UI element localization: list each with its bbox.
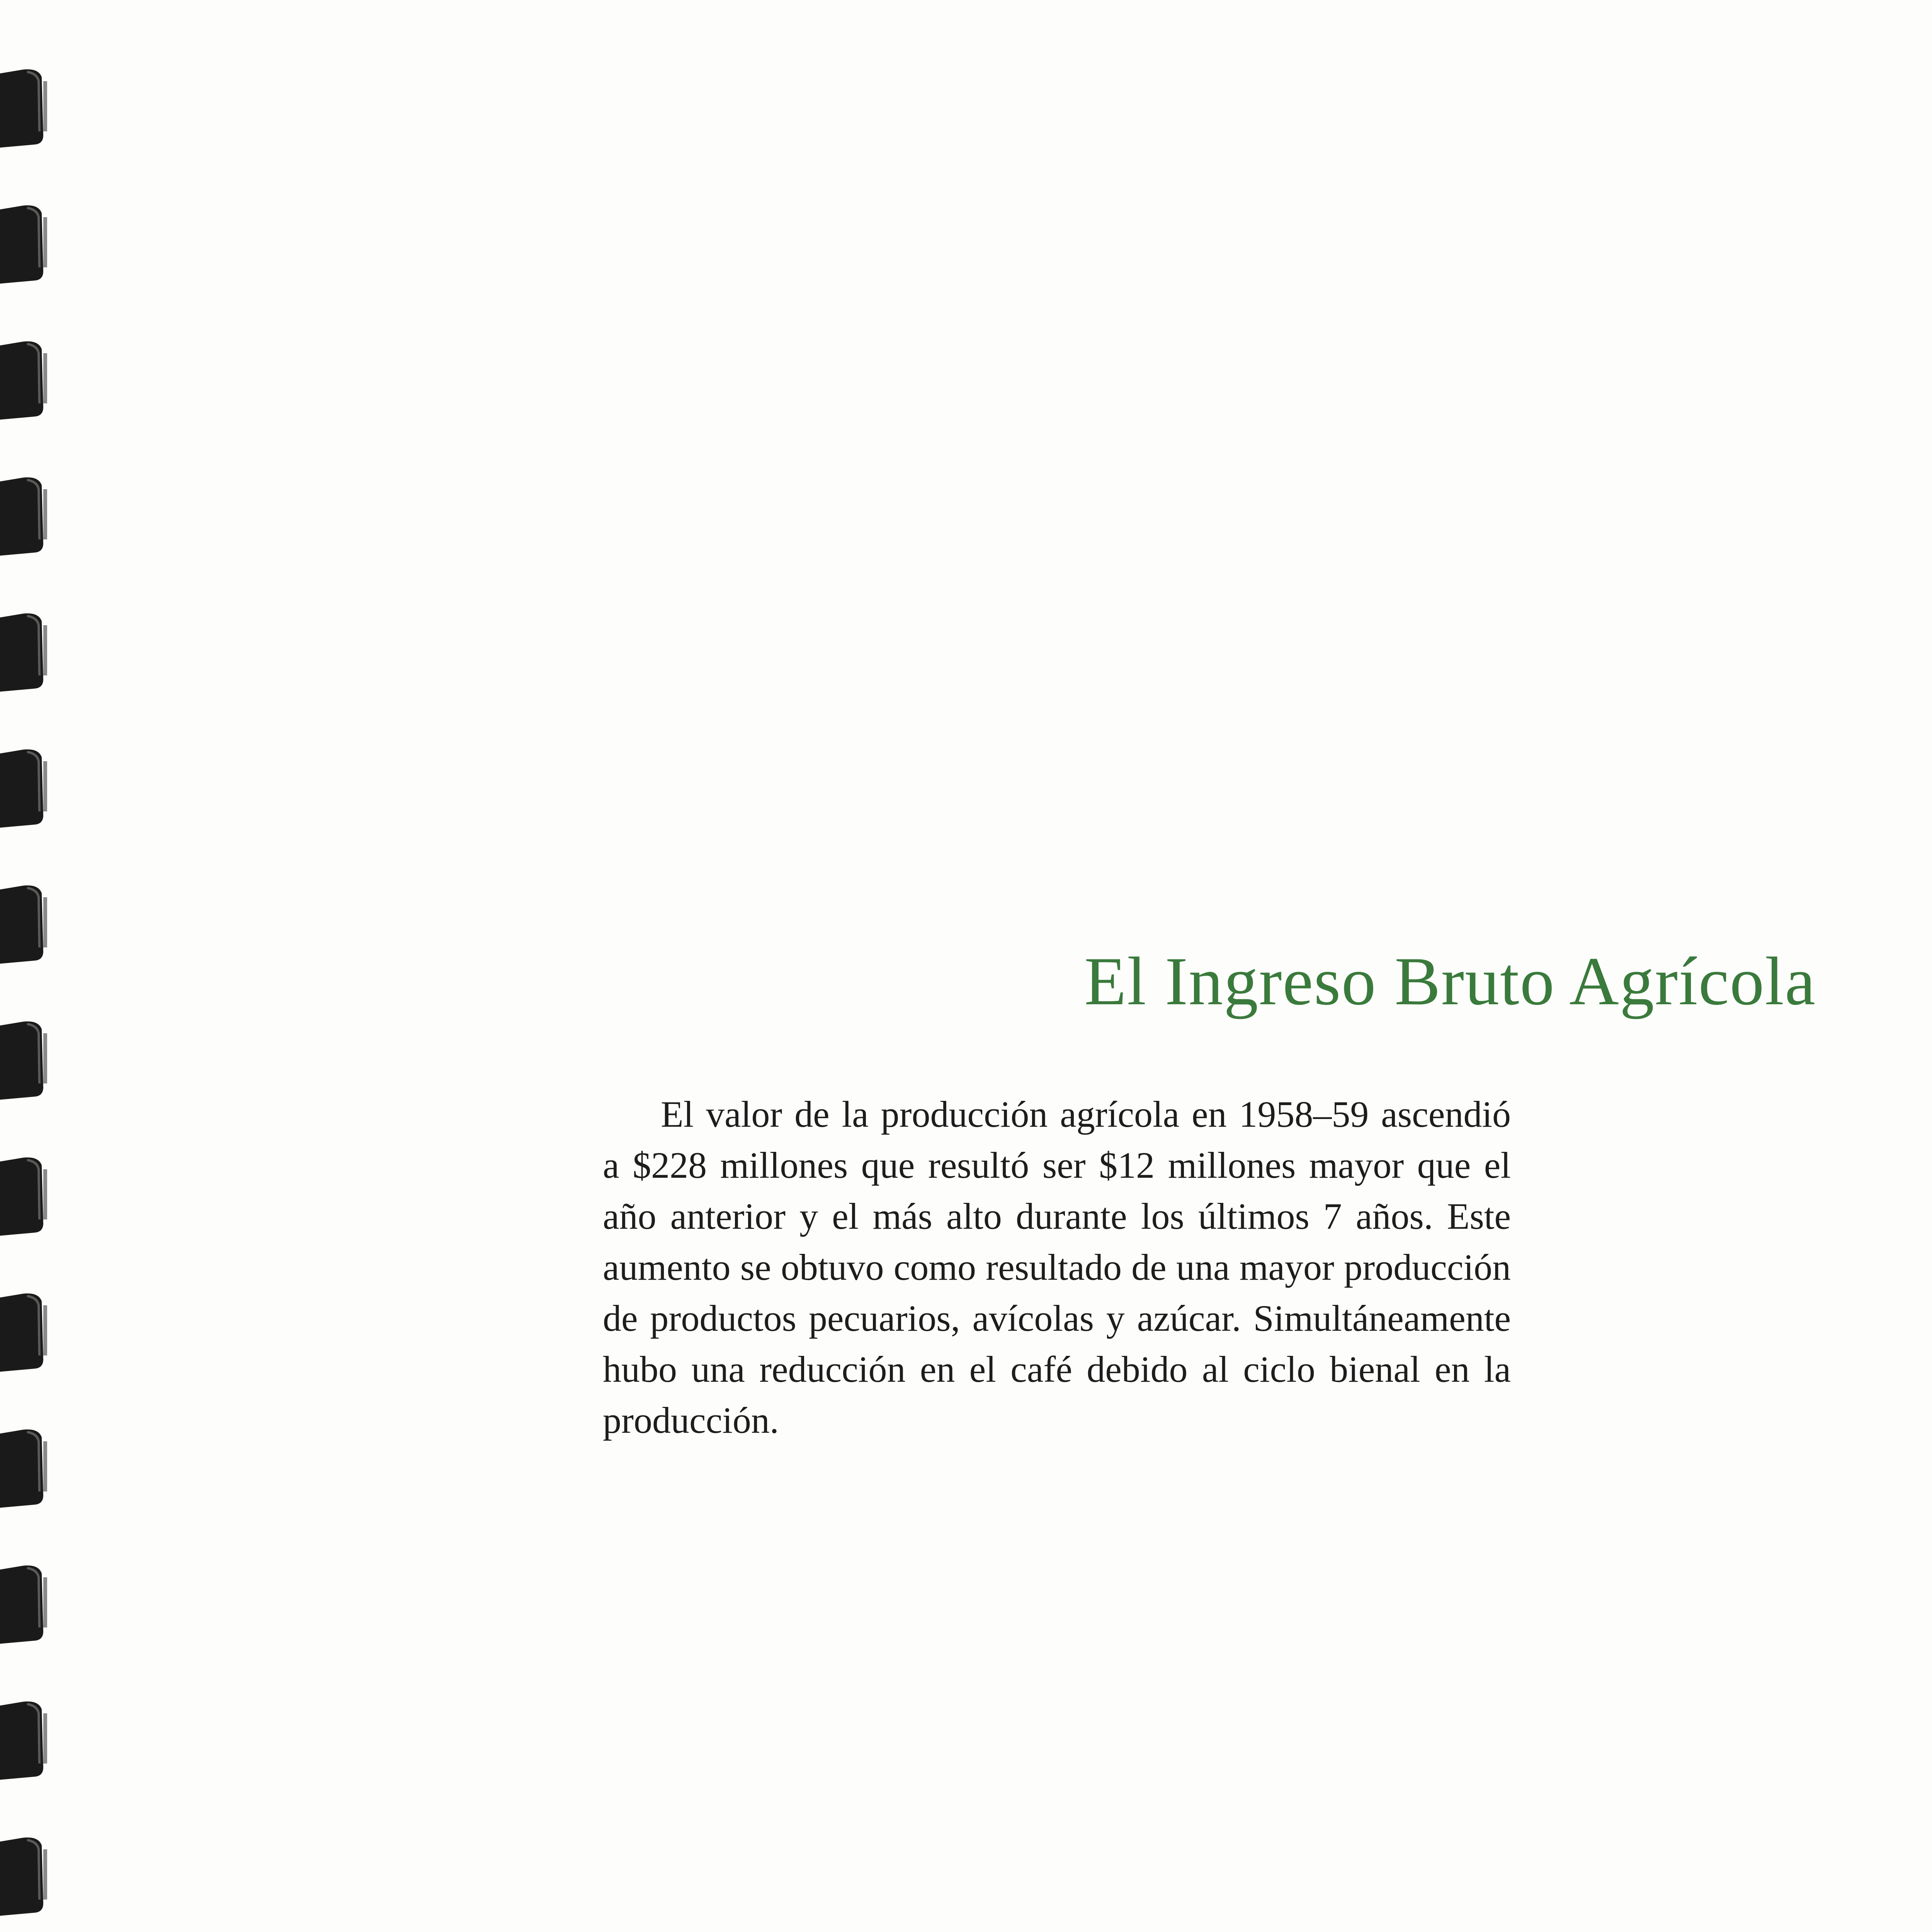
binding-ring [0,1282,58,1375]
binding-ring [0,1010,58,1103]
binding-ring [0,58,58,151]
binding-ring [0,602,58,695]
spiral-binding [0,0,62,1932]
body-paragraph: El valor de la producción agrícola en 1958–59 ascendió a $228 millones que resultó ser $12 millones mayor que el año anterior y el más alto durante los últimos 7 años. Este aumento se obtuvo como resultado de una mayor producción de productos pecuarios, avícolas y azúcar. Simultáneamente hubo una reducción en el café debido al ciclo bienal en la producción. [603,1094,1511,1441]
binding-ring [0,194,58,287]
binding-ring [0,1554,58,1647]
binding-ring [0,1146,58,1239]
binding-ring [0,330,58,423]
binding-ring [0,738,58,831]
page-title: El Ingreso Bruto Agrícola [1084,943,1816,1019]
binding-ring [0,1690,58,1783]
body-text [603,1089,1511,1446]
binding-ring [0,1826,58,1919]
binding-ring [0,874,58,967]
binding-ring [0,1418,58,1511]
binding-ring [0,466,58,559]
